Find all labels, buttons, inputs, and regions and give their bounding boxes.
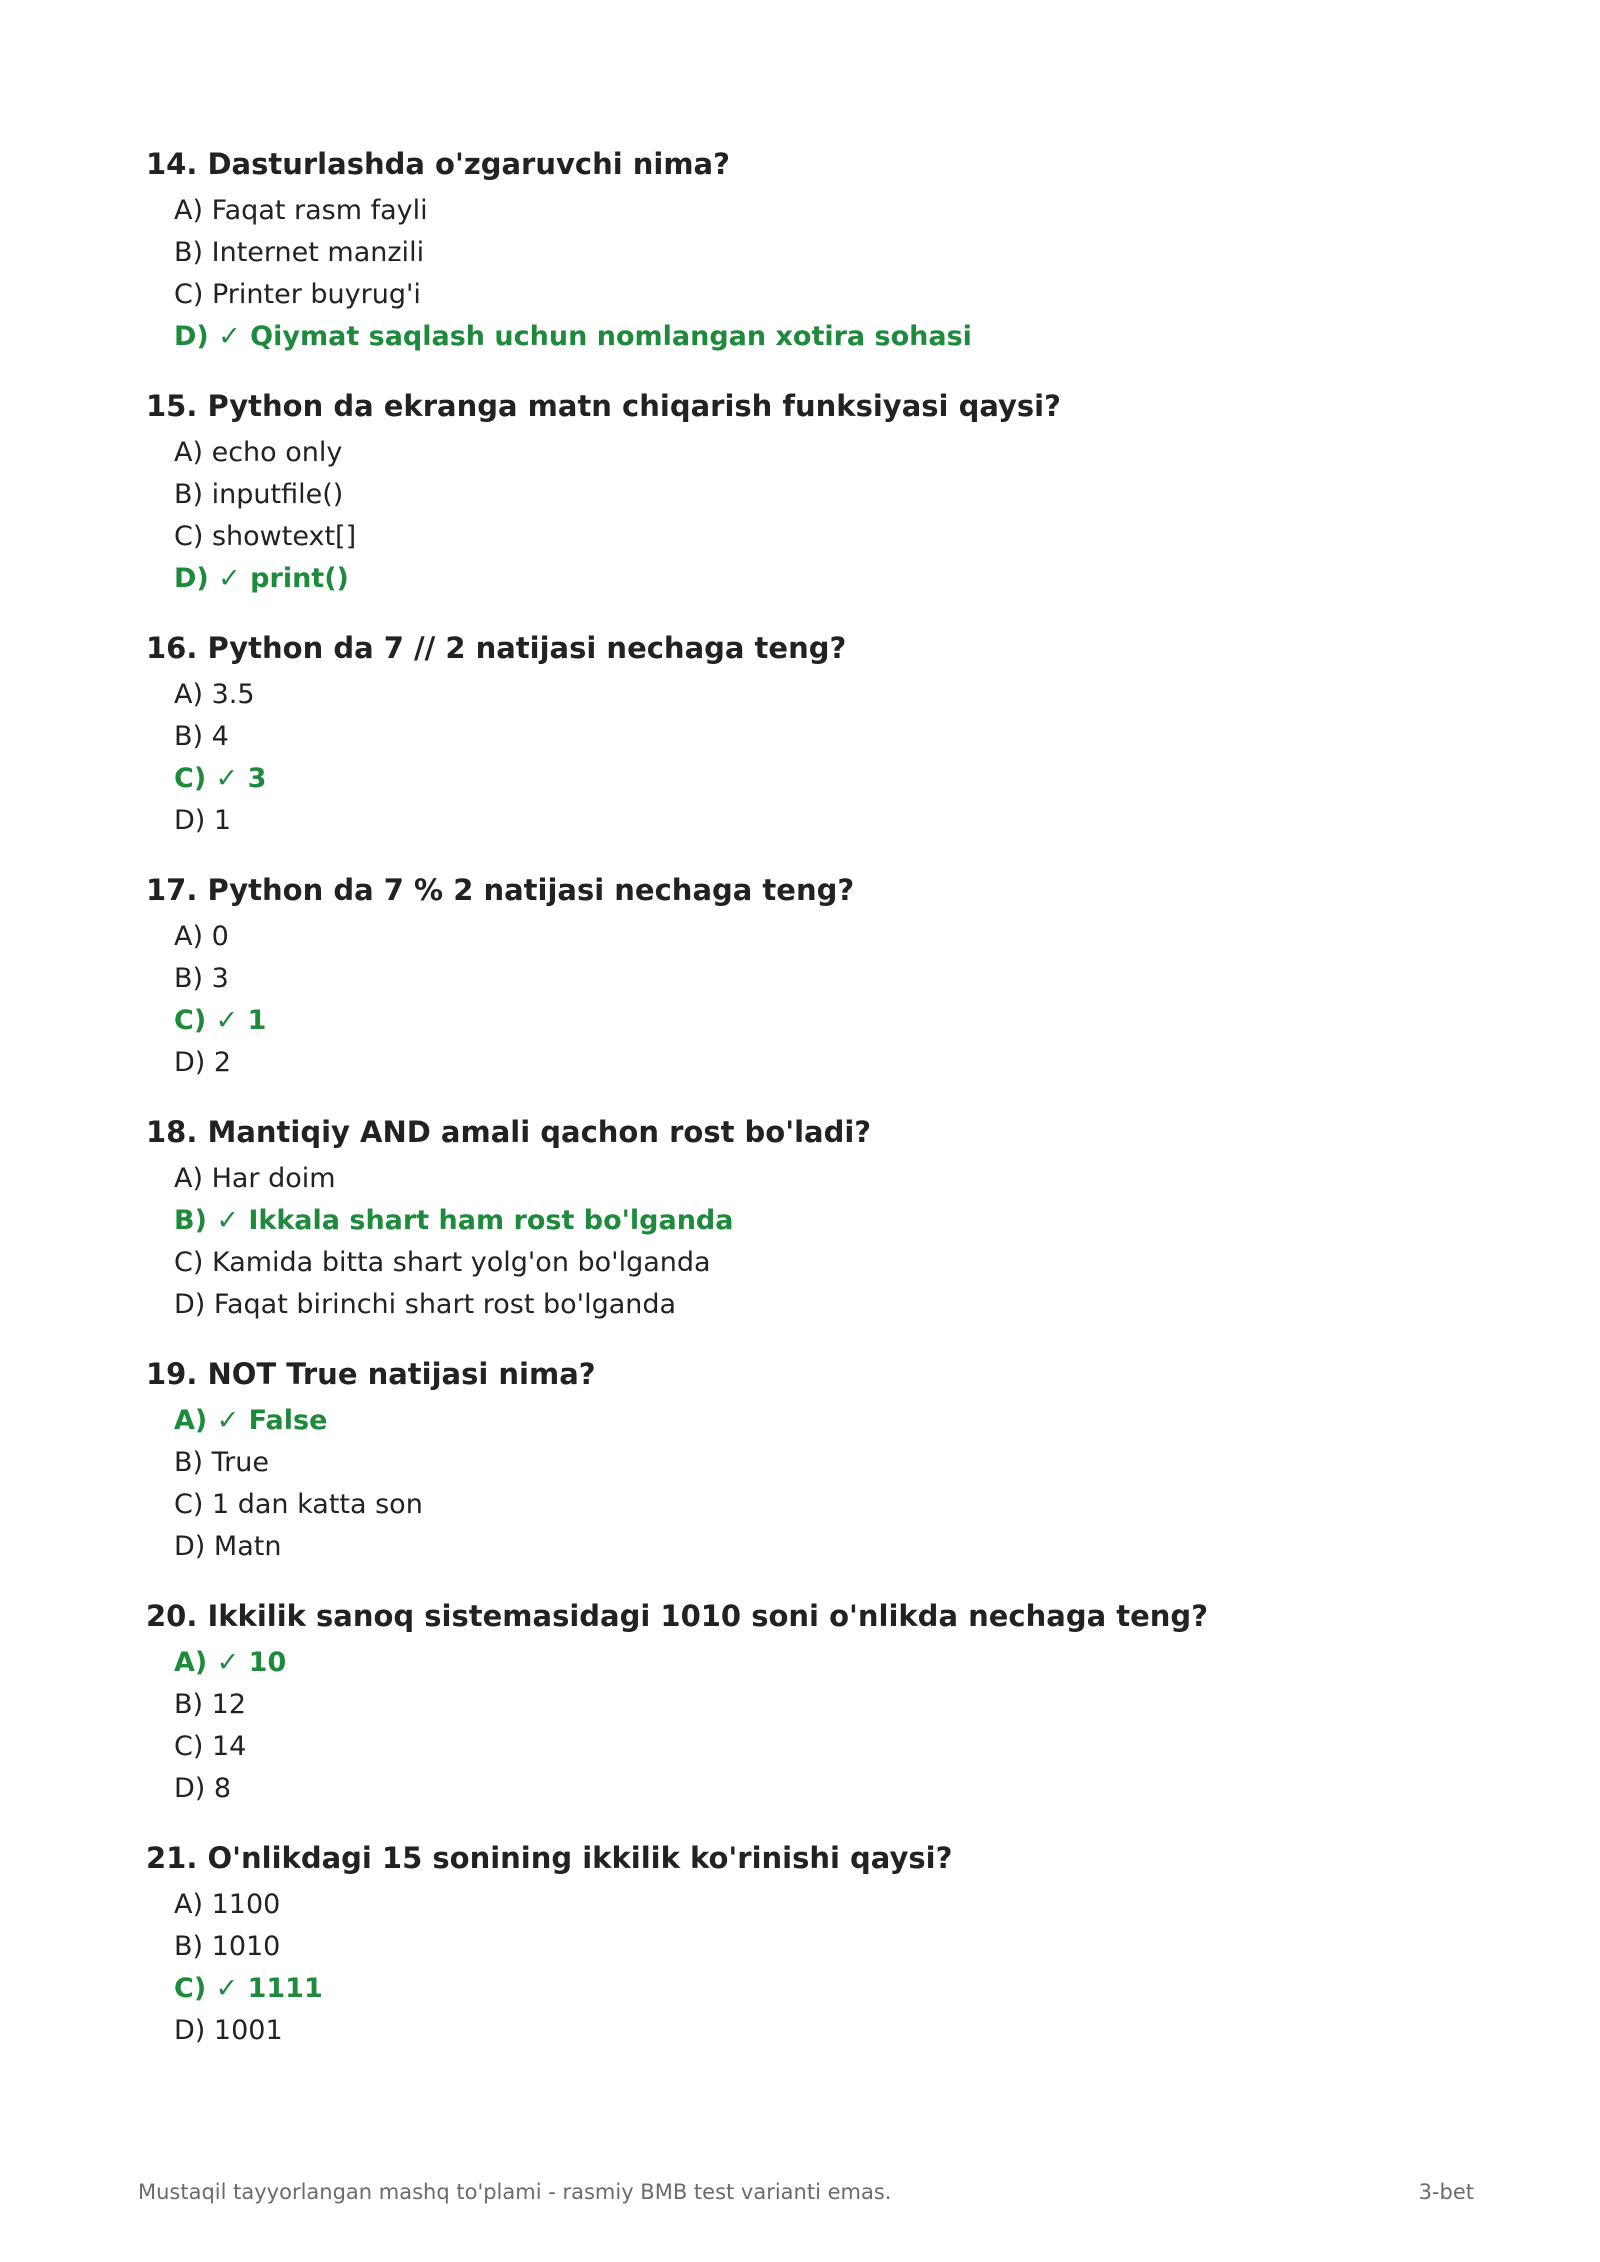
option-list [146, 1642, 1486, 1810]
option-c: C) 14 [174, 1731, 247, 1762]
question-14 [146, 140, 1486, 358]
question-18 [146, 1108, 1486, 1326]
option-b: B) 3 [174, 963, 229, 994]
question-title: 21. O'nlikdagi 15 sonining ikkilik ko'rinishi qaysi? [146, 1841, 953, 1875]
option-c: C) Kamida bitta shart yolg'on bo'lganda [174, 1247, 711, 1278]
question-19 [146, 1350, 1486, 1568]
page-number: 3-bet [1418, 2180, 1474, 2204]
option-list [146, 432, 1486, 600]
option-a: A) 1100 [174, 1889, 281, 1920]
option-d: D) Matn [174, 1531, 282, 1562]
option-c-correct: C) ✓ 1111 [174, 1973, 323, 2004]
question-title: 20. Ikkilik sanoq sistemasidagi 1010 soni o'nlikda nechaga teng? [146, 1599, 1209, 1633]
question-17 [146, 866, 1486, 1084]
option-c-correct: C) ✓ 3 [174, 763, 267, 794]
option-a: A) echo only [174, 437, 343, 468]
option-a: A) Har doim [174, 1163, 336, 1194]
page-footer [138, 2180, 1474, 2204]
question-21 [146, 1834, 1486, 2052]
option-a-correct: A) ✓ 10 [174, 1647, 287, 1678]
question-title: 17. Python da 7 % 2 natijasi nechaga teng? [146, 873, 855, 907]
question-title: 19. NOT True natijasi nima? [146, 1357, 596, 1391]
footer-note: Mustaqil tayyorlangan mashq to'plami - rasmiy BMB test varianti emas. [138, 2180, 892, 2204]
option-d: D) 8 [174, 1773, 232, 1804]
option-d: D) 2 [174, 1047, 232, 1078]
question-20 [146, 1592, 1486, 1810]
option-d: D) 1 [174, 805, 232, 836]
option-b: B) True [174, 1447, 269, 1478]
option-a: A) 0 [174, 921, 229, 952]
question-16 [146, 624, 1486, 842]
question-title: 18. Mantiqiy AND amali qachon rost bo'ladi? [146, 1115, 872, 1149]
option-list [146, 1158, 1486, 1326]
option-c: C) showtext[] [174, 521, 357, 552]
option-b: B) 12 [174, 1689, 246, 1720]
option-list [146, 916, 1486, 1084]
option-b-correct: B) ✓ Ikkala shart ham rost bo'lganda [174, 1205, 734, 1236]
option-list [146, 1884, 1486, 2052]
option-d-correct: D) ✓ print() [174, 563, 349, 594]
option-a: A) 3.5 [174, 679, 255, 710]
question-title: 16. Python da 7 // 2 natijasi nechaga teng? [146, 631, 847, 665]
question-list [146, 140, 1486, 2076]
question-15 [146, 382, 1486, 600]
option-b: B) inputfile() [174, 479, 344, 510]
option-list [146, 1400, 1486, 1568]
option-d: D) 1001 [174, 2015, 283, 2046]
option-d: D) Faqat birinchi shart rost bo'lganda [174, 1289, 677, 1320]
option-list [146, 674, 1486, 842]
option-d-correct: D) ✓ Qiymat saqlash uchun nomlangan xotira sohasi [174, 321, 972, 352]
option-b: B) 4 [174, 721, 229, 752]
question-title: 14. Dasturlashda o'zgaruvchi nima? [146, 147, 730, 181]
question-title: 15. Python da ekranga matn chiqarish funksiyasi qaysi? [146, 389, 1061, 423]
option-c: C) Printer buyrug'i [174, 279, 421, 310]
option-c-correct: C) ✓ 1 [174, 1005, 267, 1036]
option-c: C) 1 dan katta son [174, 1489, 423, 1520]
option-a-correct: A) ✓ False [174, 1405, 328, 1436]
option-list [146, 190, 1486, 358]
option-b: B) 1010 [174, 1931, 281, 1962]
option-a: A) Faqat rasm fayli [174, 195, 428, 226]
option-b: B) Internet manzili [174, 237, 425, 268]
